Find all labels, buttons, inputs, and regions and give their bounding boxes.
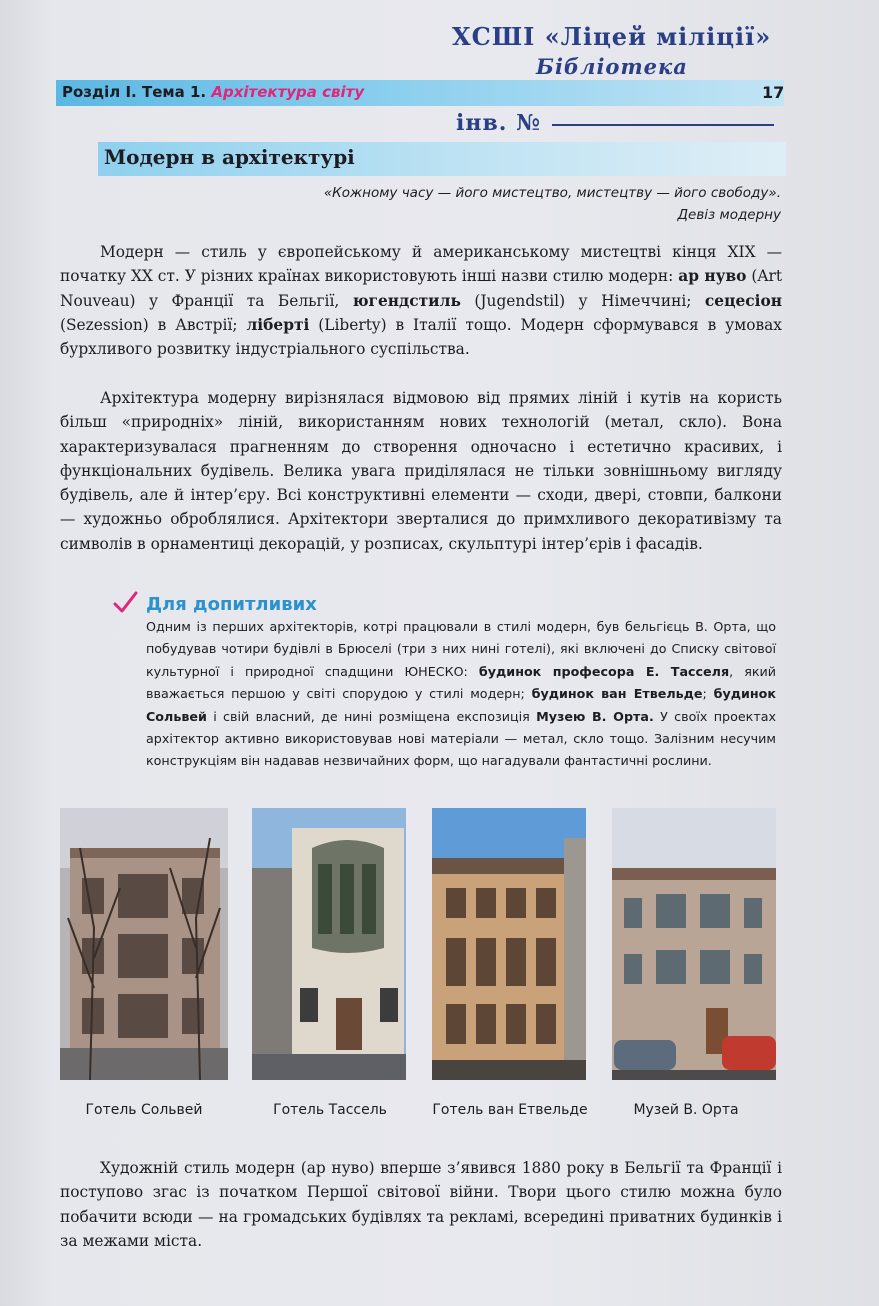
caption-hotel-solvay: Готель Сольвей [85,1102,203,1118]
checkmark-icon [112,590,138,616]
text-run: , який вважається першою у світі спорудою у стилі модерн; [146,663,777,702]
caption-hotel-van-eetvelde: Готель ван Етвельде [432,1102,588,1118]
text-run: (Liberty) в Італії тощо. Модерн сформувався в умовах бурхливого розвитку індустріального суспільства. [60,315,782,359]
paragraph-architecture [60,386,782,556]
sidebar-text [146,616,776,773]
term-sezession: сецесіон [704,291,782,310]
epigraph-source: Девіз модерну [677,207,781,223]
term-liberty: ліберті [246,315,310,334]
text-run: Одним із перших архітекторів, котрі працювали в стилі модерн, був бельгієць В. Орта, що побудував чотири будівлі в Брюселі (три з них нині готелі), які включені до Списку світової культурної і природної спадщини ЮНЕСКО: [146,619,776,679]
term-tassel-house: будинок професора Е. Тасселя [478,663,730,679]
stamp-inventory-line [552,124,774,126]
sidebar-heading: Для допитливих [146,594,317,615]
text-run: Модерн — стиль у європейському й американському мистецтві кінця XIX — початку XX ст. У різних країнах використовують інші назви стилю модерн: [60,243,782,286]
paragraph-history [60,1156,782,1253]
term-horta-museum: Музею В. Орта. [536,708,654,724]
paragraph-architecture-text: Архітектура модерну вирізнялася відмовою від прямих ліній і кутів на користь більш «природніх» ліній, використанням нових технологій (метал, скло). Вона характеризувалася прагненням до створення одночасно і естетично красивих, і функціональних будівель. Велика увага приділялася не тільки зовнішньому вигляду будівель, але й інтер’єру. Всі конструктивні елементи — сходи, двері, стовпи, балкони — художньо оброблялися. Архітектори зверталися до примхливого декоративізму та символів в орнаментиці декорацій, у розписах, скульптурі інтер’єрів і фасадів. [60,389,782,553]
text-run: (Art Nouveau) у Франції та Бельгії, [60,267,782,310]
term-solvay-house: будинок Сольвей [146,686,776,724]
photo-horta-museum [612,808,776,1080]
paragraph-intro [60,240,782,361]
term-van-eetvelde-house: будинок ван Етвельде [531,686,703,702]
running-header [62,83,364,101]
header-section: Розділ І. Тема 1. [62,83,207,101]
term-jugendstil: югендстиль [352,291,461,310]
text-run: (Sezession) в Австрії; [60,315,247,334]
paragraph-history-text: Художній стиль модерн (ар нуво) вперше з’явився 1880 року в Бельгії та Франції і поступово згас із початком Першої світової війни. Твори цього стилю можна було побачити всюди — на громадських будівлях та рекламі, всередині приватних будинків і за межами міста. [60,1159,782,1250]
text-run: і свій власний, де нині розміщена експозиція [206,708,537,724]
text-run: (Jugendstil) у Німеччині; [460,291,705,310]
text-run: ; [702,686,714,702]
photo-hotel-solvay [60,808,228,1080]
stamp-school-name: ХСШІ «Ліцей міліції» [452,22,772,51]
header-topic: Архітектура світу [211,83,365,101]
page-number: 17 [762,83,785,102]
text-run: У своїх проектах архітектор активно використовував нові матеріали — метал, скло тощо. Залізним несучим конструкціям він надавав незвичайних форм, що нагадували фантастичні рослини. [146,708,776,769]
caption-hotel-tassel: Готель Тассель [273,1102,387,1118]
caption-horta-museum: Музей В. Орта [633,1102,739,1118]
section-title: Модерн в архітектурі [104,145,355,169]
stamp-inventory-label: інв. № [456,110,541,136]
stamp-library: Бібліотека [536,54,688,79]
photo-hotel-tassel [252,808,406,1080]
photo-hotel-van-eetvelde [432,808,586,1080]
epigraph [324,182,781,226]
term-art-nouveau: ар нуво [678,267,747,286]
epigraph-quote: «Кожному часу — його мистецтво, мистецтву — його свободу». [323,185,781,201]
